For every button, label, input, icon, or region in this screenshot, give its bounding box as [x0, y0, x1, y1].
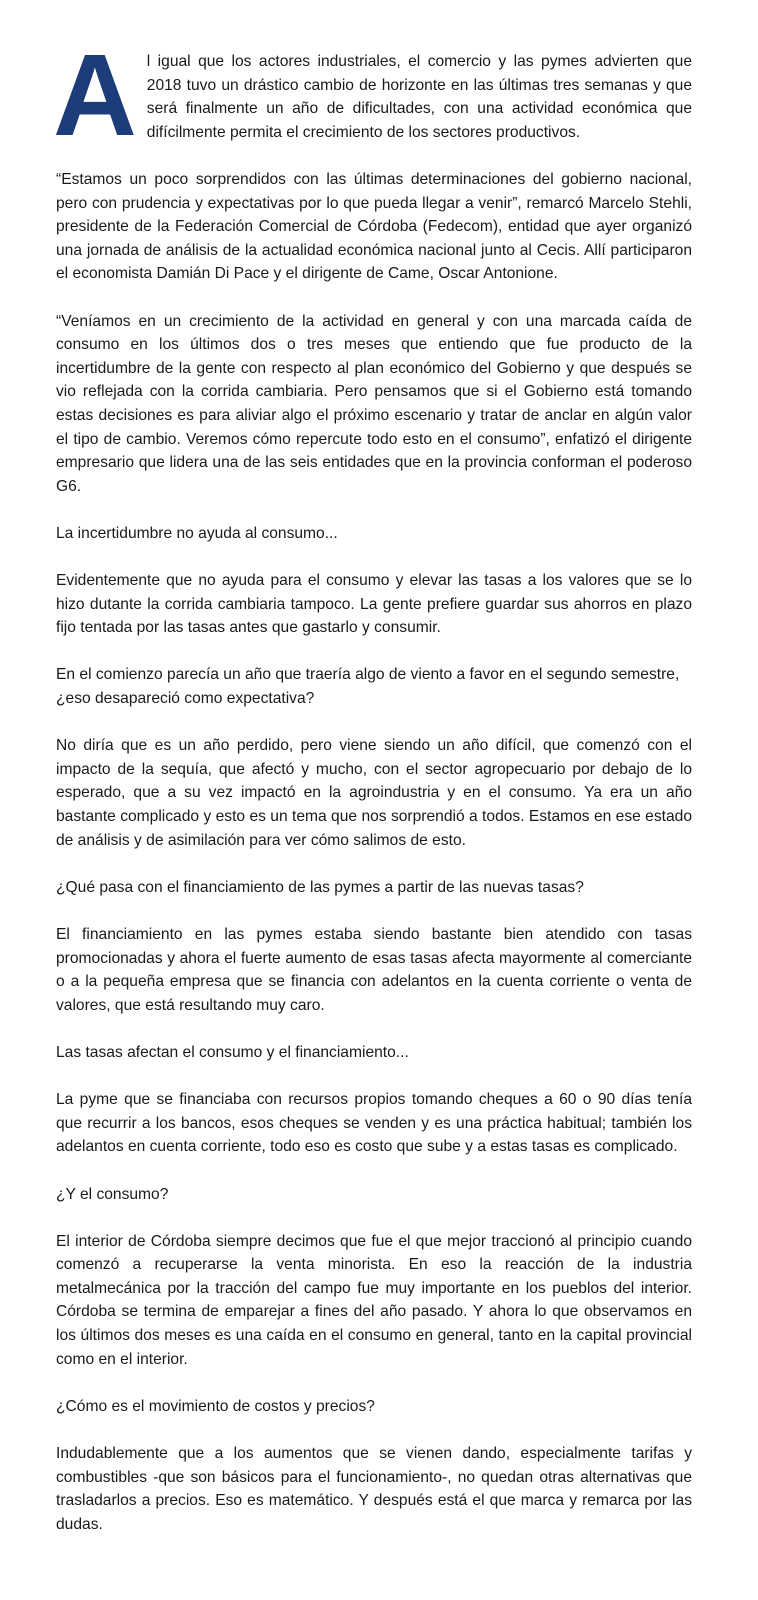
- interview-answer: El interior de Córdoba siempre decimos que fue el que mejor traccionó al principio cuando comenzó a recuperarse la venta minorista. En eso la reacción de la industria metalmecánica por la tracción del campo fue muy importante en los pueblos del interior. Córdoba se termina de emparejar a fines del año pasado. Y ahora lo que observamos en los últimos dos meses es una caída en el consumo en general, tanto en la capital provincial como en el interior.: [56, 1232, 692, 1368]
- interview-answer: No diría que es un año perdido, pero viene siendo un año difícil, que comenzó con el impacto de la sequía, que afectó y mucho, con el sector agropecuario por debajo de lo esperado, que a su vez impactó en la agroindustria y en el consumo. Ya era un año bastante complicado y esto es un tema que nos sorprendió a todos. Estamos en ese estado de análisis y de asimilación para ver cómo salimos de esto.: [56, 737, 692, 849]
- interview-answer: La pyme que se financiaba con recursos propios tomando cheques a 60 o 90 días tenía que recurrir a los bancos, esos cheques se venden y es una práctica habitual; también los adelantos en cuenta corriente, todo eso es costo que sube y a estas tasas es complicado.: [56, 1091, 692, 1156]
- interview-question: Las tasas afectan el consumo y el financiamiento...: [56, 1043, 409, 1061]
- interview-question: ¿Y el consumo?: [56, 1185, 169, 1203]
- interview-answer: Indudablemente que a los aumentos que se vienen dando, especialmente tarifas y combustibles -que son básicos para el funcionamiento-, no quedan otras alternativas que trasladarlos a precios. Eso es matemático. Y después está el que marca y remarca por las dudas.: [56, 1445, 692, 1533]
- paragraph-quote-crecimiento: “Veníamos en un crecimiento de la actividad en general y con una marcada caída de consumo en los últimos dos o tres meses que entiendo que fue producto de la incertidumbre de la gente con respecto al plan económico del Gobierno y que después se vio reflejada con la corrida cambiaria. Pero pensamos que si el Gobierno está tomando estas decisiones es para aliviar algo el próximo escenario y tratar de anclar en algún valor el tipo de cambio. Veremos cómo repercute todo esto en el consumo”, enfatizó el dirigente empresario que lidera una de las seis entidades que en la provincia conforman el poderoso G6.: [56, 312, 692, 495]
- drop-cap: A: [53, 30, 137, 160]
- article-body: [53, 30, 692, 1560]
- interview-answer: Evidentemente que no ayuda para el consumo y elevar las tasas a los valores que se lo hizo dutante la corrida cambiaria tampoco. La gente prefiere guardar sus ahorros en plazo fijo tentada por las tasas antes que gastarlo y consumir.: [56, 572, 692, 637]
- interview-question: En el comienzo parecía un año que traería algo de viento a favor en el segundo semestre, ¿eso desapareció como expectativa?: [56, 666, 680, 708]
- interview-question: ¿Cómo es el movimiento de costos y precios?: [56, 1397, 375, 1415]
- lead-paragraph: [53, 30, 692, 160]
- paragraph-quote-stehli: “Estamos un poco sorprendidos con las últimas determinaciones del gobierno nacional, pero con prudencia y expectativas por lo que pueda llegar a venir”, remarcó Marcelo Stehli, presidente de la Federación Comercial de Córdoba (Fedecom), entidad que ayer organizó una jornada de análisis de la actualidad económica nacional junto al Cecis. Allí participaron el economista Damián Di Pace y el dirigente de Came, Oscar Antonione.: [56, 170, 692, 283]
- interview-question: La incertidumbre no ayuda al consumo...: [56, 524, 338, 542]
- interview-question: ¿Qué pasa con el financiamiento de las pymes a partir de las nuevas tasas?: [56, 878, 584, 896]
- interview-answer: El financiamiento en las pymes estaba siendo bastante bien atendido con tasas promocionadas y ahora el fuerte aumento de esas tasas afecta mayormente al comerciante o a la pequeña empresa que se financia con adelantos en la cuenta corriente o venta de valores, que está resultando muy caro.: [56, 925, 692, 1014]
- lead-text: l igual que los actores industriales, el comercio y las pymes advierten que 2018 tuvo un drástico cambio de horizonte en las últimas tres semanas y que será finalmente un año de dificultades, con una actividad económica que difícilmente permita el crecimiento de los sectores productivos.: [146, 53, 692, 141]
